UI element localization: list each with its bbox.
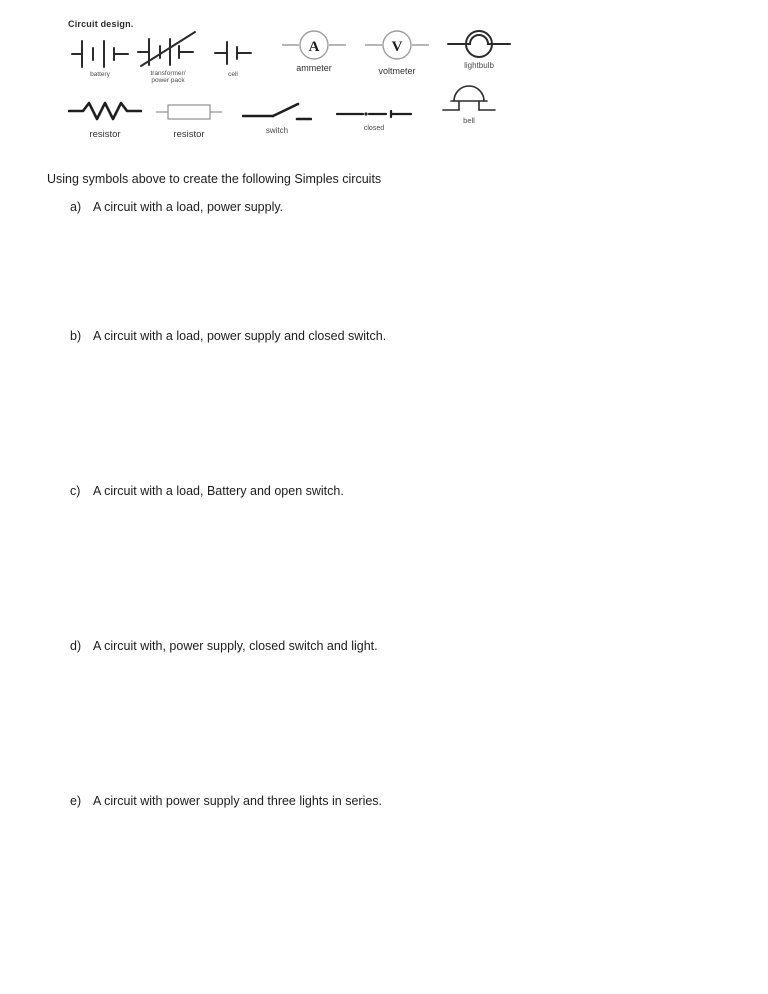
switch-closed-label: closed xyxy=(363,125,385,132)
question-b-text: A circuit with a load, power supply and closed switch. xyxy=(93,329,387,343)
voltmeter-symbol xyxy=(365,30,429,76)
question-c-text: A circuit with a load, Battery and open switch. xyxy=(93,484,344,498)
cell-icon xyxy=(214,40,252,66)
bell-label: bell xyxy=(463,116,475,125)
lightbulb-symbol xyxy=(447,29,511,70)
question-b xyxy=(70,329,386,343)
switch-closed-symbol xyxy=(336,108,412,133)
resistor-box-symbol xyxy=(156,103,222,141)
question-a-marker: a) xyxy=(70,200,82,214)
bell-icon xyxy=(436,82,502,116)
resistor-box-icon xyxy=(156,103,222,121)
question-e xyxy=(70,794,382,808)
switch-open-symbol xyxy=(242,98,312,135)
resistor-zigzag-label: resistor xyxy=(89,129,121,140)
lightbulb-label: lightbulb xyxy=(464,61,494,70)
resistor-zigzag-icon xyxy=(68,100,142,122)
resistor-zigzag-symbol xyxy=(68,100,142,141)
question-e-marker: e) xyxy=(70,794,82,808)
battery-symbol xyxy=(70,39,130,78)
question-c xyxy=(70,484,344,498)
switch-closed-icon xyxy=(336,108,412,120)
question-b-marker: b) xyxy=(70,329,82,343)
switch-open-icon xyxy=(242,98,312,123)
cell-label: cell xyxy=(228,71,238,78)
question-e-text: A circuit with power supply and three lights in series. xyxy=(93,794,383,808)
switch-open-label: switch xyxy=(265,126,289,135)
transformer-icon xyxy=(137,28,199,68)
transformer-symbol xyxy=(136,28,200,85)
question-d-text: A circuit with, power supply, closed switch and light. xyxy=(93,639,378,653)
bell-symbol xyxy=(436,82,502,126)
voltmeter-label: voltmeter xyxy=(378,66,416,76)
ammeter-icon xyxy=(282,30,346,61)
question-c-marker: c) xyxy=(70,484,81,498)
resistor-box-label: resistor xyxy=(173,129,205,140)
instruction-text: Using symbols above to create the following Simples circuits xyxy=(47,172,382,186)
question-a-text: A circuit with a load, power supply. xyxy=(93,200,284,214)
ammeter-label: ammeter xyxy=(296,63,332,73)
question-d xyxy=(70,639,378,653)
voltmeter-letter: V xyxy=(391,39,403,55)
lightbulb-icon xyxy=(447,29,511,59)
battery-label: battery xyxy=(90,71,110,78)
question-a xyxy=(70,200,283,214)
ammeter-letter: A xyxy=(308,39,320,55)
page-title: Circuit design. xyxy=(68,19,134,29)
transformer-label-line1: transformer/ xyxy=(150,70,186,77)
ammeter-symbol xyxy=(282,30,346,73)
battery-icon xyxy=(71,39,129,69)
question-d-marker: d) xyxy=(70,639,82,653)
voltmeter-icon xyxy=(365,30,429,61)
cell-symbol xyxy=(213,40,253,78)
transformer-label-line2: power pack xyxy=(151,77,185,85)
